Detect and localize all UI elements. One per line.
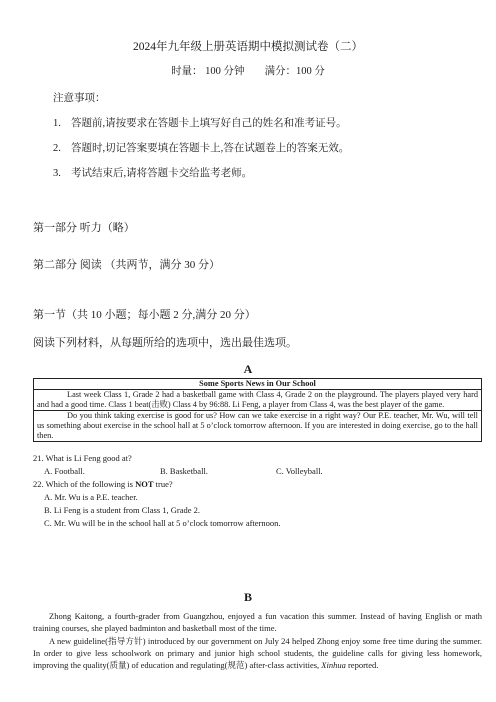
- notice-heading: 注意事项：: [53, 93, 106, 104]
- reading-instruction: 阅读下列材料，从每题所给的选项中，选出最佳选项。: [33, 337, 297, 349]
- q22-text-end: true?: [153, 479, 173, 489]
- full-score: 满分：100 分: [264, 66, 325, 77]
- news-text: Last week Class 1, Grade 2 had a basketball game with Class 4, Grade 2 on the playground. The players played very hard and had a good time. Class 1 beat(击败) Class 4 by 96:88. Li Feng, a player from Class 4, was the best player of the game.: [37, 390, 478, 409]
- passage-b-label: B: [243, 590, 252, 604]
- section1-heading: 第一节（共 10 小题；每小题 2 分,满分 20 分）: [33, 309, 256, 321]
- q22-option-b: B. Li Feng is a student from Class 1, Grade 2.: [44, 505, 201, 515]
- notice-text: 答题时,切记答案要填在答题卡上,答在试题卷上的答案无效。: [71, 143, 350, 154]
- notice-text: 答题前,请按要求在答题卡上填写好自己的姓名和准考证号。: [71, 118, 347, 129]
- part1-heading: 第一部分 听力（略）: [33, 222, 135, 234]
- q22-emphasis: NOT: [135, 479, 154, 489]
- passage-b-paragraph-2: [33, 635, 482, 672]
- part2-heading: 第二部分 阅读 （共两节，满分 30 分）: [33, 259, 220, 271]
- notice-item: [53, 140, 349, 155]
- q21-option-b: B. Basketball.: [160, 466, 208, 476]
- question-21: 21. What is Li Feng good at?: [33, 453, 132, 463]
- p2-source: Xinhua: [321, 660, 346, 671]
- notice-num: 2.: [53, 143, 61, 154]
- p2-end: reported.: [345, 660, 379, 671]
- time-limit: 时量： 100 分钟: [171, 66, 245, 77]
- news-row-exercise: [34, 410, 481, 441]
- exam-meta: [0, 63, 496, 78]
- table-title: Some Sports News in Our School: [34, 379, 481, 390]
- question-22: [33, 479, 173, 489]
- passage-a-label: A: [243, 362, 253, 376]
- passage-b-paragraph-1: Zhong Kaitong, a fourth-grader from Guangzhou, enjoyed a fun vacation this summer. Instead of having English or math training courses, she played badminton and basketball most of the time.: [33, 611, 482, 634]
- q22-option-a: A. Mr. Wu is a P.E. teacher.: [44, 492, 138, 502]
- q22-text: 22. Which of the following is: [33, 479, 136, 489]
- news-text: Do you think taking exercise is good for us? How can we take exercise in a right way? Our P.E. teacher, Mr. Wu, will tell us something about exercise in the school hall at 5 o’clock tomorrow afternoon. If you are interested in doing exercise, go to the hall then.: [37, 411, 478, 440]
- news-row-basketball: [34, 390, 481, 410]
- notice-item: [53, 165, 252, 180]
- notice-item: [53, 115, 347, 130]
- q22-option-c: C. Mr. Wu will be in the school hall at 5 o’clock tomorrow afternoon.: [44, 518, 281, 528]
- q21-option-a: A. Football.: [44, 466, 85, 476]
- q21-option-c: C. Volleyball.: [276, 466, 323, 476]
- notice-text: 考试结束后,请将答题卡交给监考老师。: [71, 168, 253, 179]
- p2-text: A new guideline(指导方针) introduced by our government on July 24 helped Zhong enjoy some free time during the summer. In order to give less schoolwork on primary and junior high school students, the guideline calls for giving less homework, improving the quality(质量) of education and regulating(规范) after-class activities,: [33, 636, 482, 671]
- notice-num: 3.: [53, 168, 61, 179]
- exam-title: 2024年九年级上册英语期中模拟测试卷（二）: [133, 41, 363, 53]
- notice-num: 1.: [53, 118, 61, 129]
- sports-news-table: [33, 378, 482, 442]
